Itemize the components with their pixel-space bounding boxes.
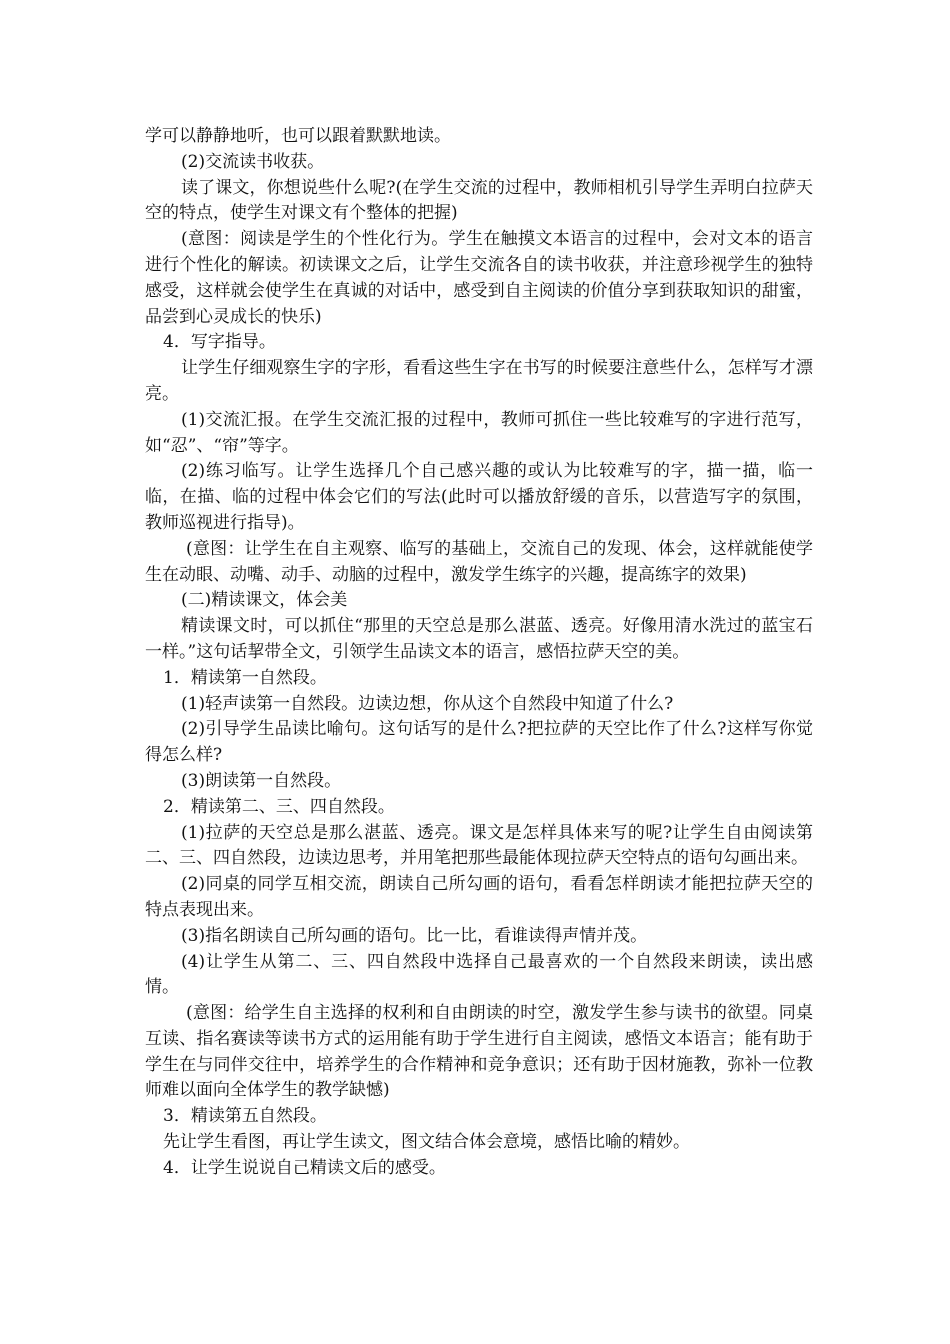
paragraph: 2．精读第二、三、四自然段。 bbox=[163, 796, 395, 817]
section-heading: (二)精读课文，体会美 bbox=[181, 590, 348, 611]
paragraph: (4)让学生从第二、三、四自然段中选择自己最喜欢的一个自然段来朗读，读出感情。 bbox=[145, 951, 813, 998]
paragraph: (2)交流读书收获。 bbox=[181, 151, 325, 172]
paragraph: (3)朗读第一自然段。 bbox=[181, 770, 342, 791]
paragraph: 精读课文时，可以抓住“那里的天空总是那么湛蓝、透亮。好像用清水洗过的蓝宝石一样。”这句话挈带全文，引领学生品读文本的语言，感悟拉萨天空的美。 bbox=[145, 616, 813, 662]
paragraph: 先让学生看图，再让学生读文，图文结合体会意境，感悟比喻的精妙。 bbox=[163, 1132, 690, 1153]
paragraph: 3．精读第五自然段。 bbox=[163, 1106, 327, 1127]
paragraph: (1)轻声读第一自然段。边读边想，你从这个自然段中知道了什么? bbox=[181, 693, 674, 714]
paragraph: (3)指名朗读自己所勾画的语句。比一比，看谁读得声情并茂。 bbox=[181, 925, 648, 946]
paragraph: 4．让学生说说自己精读文后的感受。 bbox=[163, 1157, 446, 1178]
paragraph: (2)练习临写。让学生选择几个自己感兴趣的或认为比较难写的字，描一描，临一临，在描、临的过程中体会它们的写法(此时可以播放舒缓的音乐，以营造写字的氛围，教师巡视进行指导)。 bbox=[145, 461, 813, 533]
document-body bbox=[145, 124, 813, 1182]
paragraph: 让学生仔细观察生字的字形，看看这些生字在书写的时候要注意些什么，怎样写才漂亮。 bbox=[145, 358, 813, 404]
paragraph: (2)同桌的同学互相交流，朗读自己所勾画的语句，看看怎样朗读才能把拉萨天空的特点表现出来。 bbox=[145, 874, 813, 920]
paragraph: (意图：让学生在自主观察、临写的基础上，交流自己的发现、体会，这样就能使学生在动眼、动嘴、动手、动脑的过程中，激发学生练字的兴趣，提高练字的效果) bbox=[145, 538, 813, 585]
paragraph: 读了课文，你想说些什么呢?(在学生交流的过程中，教师相机引导学生弄明白拉萨天空的特点，使学生对课文有个整体的把握) bbox=[145, 177, 813, 224]
paragraph: 4．写字指导。 bbox=[163, 332, 276, 353]
paragraph: (意图：阅读是学生的个性化行为。学生在触摸文本语言的过程中，会对文本的语言进行个性化的解读。初读课文之后，让学生交流各自的读书收获，并注意珍视学生的独特感受，这样就会使学生在真诚的对话中，感受到自主阅读的价值分享到获取知识的甜蜜，品尝到心灵成长的快乐) bbox=[145, 229, 813, 327]
paragraph: 1．精读第一自然段。 bbox=[163, 667, 327, 688]
paragraph: (1)交流汇报。在学生交流汇报的过程中，教师可抓住一些比较难写的字进行范写，如“忍”、“帘”等字。 bbox=[145, 409, 813, 456]
paragraph: (2)引导学生品读比喻句。这句话写的是什么?把拉萨的天空比作了什么?这样写你觉得怎么样? bbox=[145, 719, 813, 766]
paragraph: (1)拉萨的天空总是那么湛蓝、透亮。课文是怎样具体来写的呢?让学生自由阅读第二、三、四自然段，边读边思考，并用笔把那些最能体现拉萨天空特点的语句勾画出来。 bbox=[145, 822, 813, 869]
paragraph: (意图：给学生自主选择的权利和自由朗读的时空，激发学生参与读书的欲望。同桌互读、指名赛读等读书方式的运用能有助于学生进行自主阅读，感悟文本语言；能有助于学生在与同伴交往中，培养学生的合作精神和竞争意识；还有助于因材施教，弥补一位教师难以面向全体学生的教学缺憾) bbox=[145, 1003, 813, 1101]
paragraph: 学可以静静地听，也可以跟着默默地读。 bbox=[145, 126, 451, 146]
